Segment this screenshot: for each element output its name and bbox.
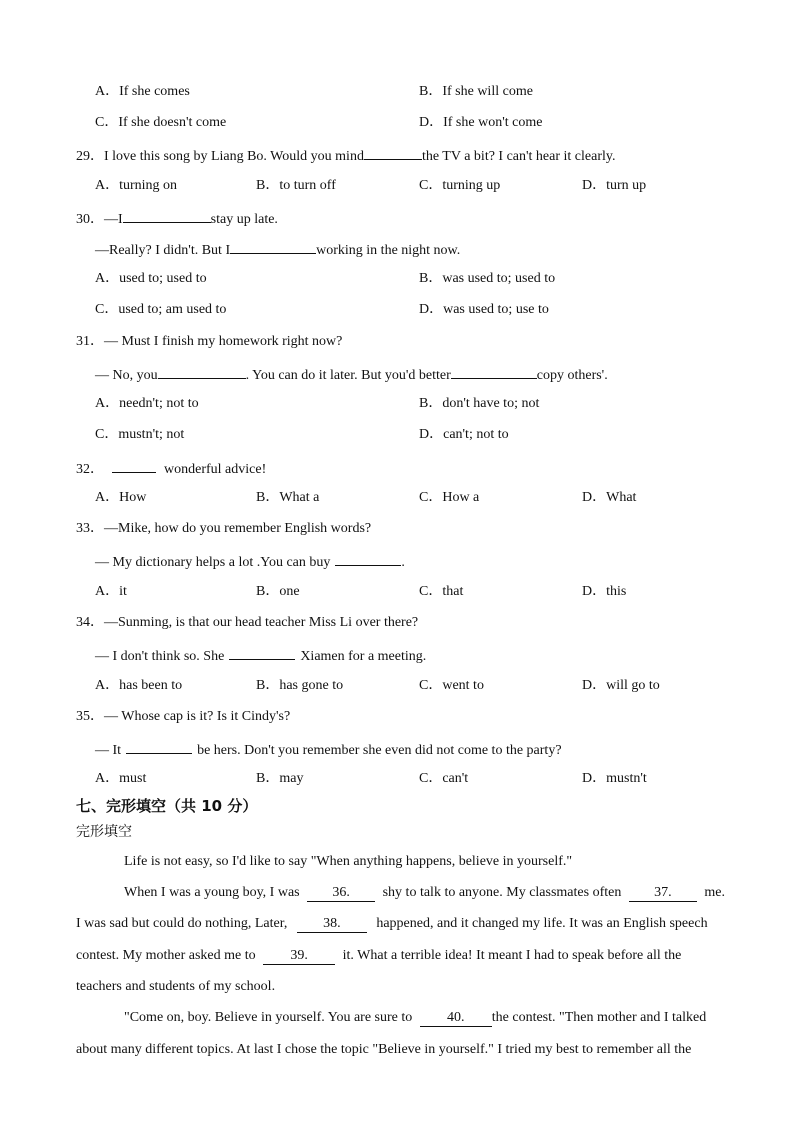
q28-option-c: C．If she doesn't come (95, 115, 227, 130)
q28-option-a: A．If she comes (95, 84, 190, 99)
q35-line1: 35．— Whose cap is it? Is it Cindy's? (76, 709, 291, 724)
q35-option-c: C．can't (419, 771, 469, 786)
q31-option-b: B．don't have to; not (419, 396, 540, 411)
section-heading: 七、完形填空（共 10 分） (76, 797, 258, 815)
q32-text-a: 32． (76, 462, 104, 477)
q30-option-b: B．was used to; used to (419, 271, 556, 286)
passage-text: "Come on, boy. Believe in yourself. You are sure to (124, 1010, 413, 1025)
q30-option-d: D．was used to; use to (419, 302, 549, 317)
passage-line-4 (76, 947, 681, 965)
q32-option-a: A．How (95, 490, 147, 505)
q31-blank-1 (158, 364, 246, 379)
blank-36: 36. (307, 885, 375, 902)
blank-39: 39. (263, 948, 335, 965)
q29-text-a: 29．I love this song by Liang Bo. Would you mind (76, 149, 364, 164)
blank-37: 37. (629, 885, 697, 902)
q33-line2-a: — My dictionary helps a lot .You can buy (95, 555, 331, 570)
q34-option-c: C．went to (419, 678, 484, 693)
q29-option-a: A．turning on (95, 178, 178, 193)
q35-line2-a: — It (95, 743, 122, 758)
q34-blank (229, 645, 295, 660)
q31-line2-b: . You can do it later. But you'd better (245, 368, 451, 383)
q34-option-b: B．has gone to (256, 678, 344, 693)
q30-line2-a: —Really? I didn't. But I (95, 243, 231, 258)
q30-blank-2 (230, 239, 316, 254)
q32-option-b: B．What a (256, 490, 320, 505)
q34-option-a: A．has been to (95, 678, 183, 693)
passage-line-7: about many different topics. At last I chose the topic "Believe in yourself." I tried my best to remember all the (76, 1042, 692, 1057)
q29-text-b: the TV a bit? I can't hear it clearly. (421, 149, 616, 164)
q29-option-d: D．turn up (582, 178, 647, 193)
passage-text: it. What a terrible idea! It meant I had to speak before all the (342, 948, 682, 963)
q34-line2-b: Xiamen for a meeting. (300, 649, 427, 664)
q31-line1: 31．— Must I finish my homework right now? (76, 334, 343, 349)
q31-line2-a: — No, you (95, 368, 158, 383)
q33-option-d: D．this (582, 584, 627, 599)
q34-option-d: D．will go to (582, 678, 660, 693)
q33-line2-b: . (401, 555, 405, 570)
passage-text: happened, and it changed my life. It was an English speech (376, 916, 708, 931)
q32-text-b: wonderful advice! (164, 462, 267, 477)
q30-line2 (95, 239, 460, 260)
passage-line-1: Life is not easy, so I'd like to say "When anything happens, believe in yourself." (124, 854, 573, 869)
q33-option-b: B．one (256, 584, 300, 599)
q32-option-c: C．How a (419, 490, 480, 505)
q33-option-c: C．that (419, 584, 464, 599)
blank-40: 40. (420, 1010, 492, 1027)
q32-option-d: D．What (582, 490, 637, 505)
q31-blank-2 (451, 364, 537, 379)
q32-blank (112, 458, 156, 473)
passage-text: the contest. "Then mother and I talked (491, 1010, 707, 1025)
passage-text: contest. My mother asked me to (76, 948, 256, 963)
q31-option-d: D．can't; not to (419, 427, 509, 442)
blank-38: 38. (297, 916, 367, 933)
passage-line-2 (124, 884, 725, 902)
q32-stem (76, 458, 266, 479)
q31-line2 (95, 364, 608, 385)
q35-option-d: D．mustn't (582, 771, 647, 786)
q30-line1 (76, 208, 278, 229)
passage-text: shy to talk to anyone. My classmates often (382, 885, 622, 900)
q30-option-a: A．used to; used to (95, 271, 207, 286)
section-subheading: 完形填空 (76, 824, 132, 840)
q33-blank (335, 551, 401, 566)
passage-text: When I was a young boy, I was (124, 885, 300, 900)
q31-line2-c: copy others'. (536, 368, 608, 383)
passage-text: me. (704, 885, 725, 900)
q29-option-c: C．turning up (419, 178, 501, 193)
q29-option-b: B．to turn off (256, 178, 336, 193)
q31-option-c: C．mustn't; not (95, 427, 185, 442)
passage-line-5: teachers and students of my school. (76, 979, 276, 994)
q29-blank (364, 145, 422, 160)
q30-blank-1 (123, 208, 211, 223)
q30-line1-a: 30．—I (76, 212, 123, 227)
q30-line1-b: stay up late. (210, 212, 278, 227)
q34-line2-a: — I don't think so. She (95, 649, 225, 664)
q35-blank (126, 739, 192, 754)
q33-line1: 33．—Mike, how do you remember English words? (76, 521, 372, 536)
q35-line2-b: be hers. Don't you remember she even did not come to the party? (197, 743, 562, 758)
q28-option-d: D．If she won't come (419, 115, 543, 130)
q34-line2 (95, 645, 426, 666)
q33-option-a: A．it (95, 584, 127, 599)
q29-stem (76, 145, 615, 166)
passage-line-6 (124, 1009, 706, 1027)
q30-option-c: C．used to; am used to (95, 302, 227, 317)
q35-line2 (95, 739, 562, 760)
q35-option-b: B．may (256, 771, 304, 786)
q30-line2-b: working in the night now. (316, 243, 461, 258)
q34-line1: 34．—Sunming, is that our head teacher Miss Li over there? (76, 615, 419, 630)
q31-option-a: A．needn't; not to (95, 396, 199, 411)
passage-line-3 (76, 915, 708, 933)
q33-line2 (95, 551, 405, 572)
passage-text: I was sad but could do nothing, Later, (76, 916, 288, 931)
q35-option-a: A．must (95, 771, 147, 786)
q28-option-b: B．If she will come (419, 84, 533, 99)
